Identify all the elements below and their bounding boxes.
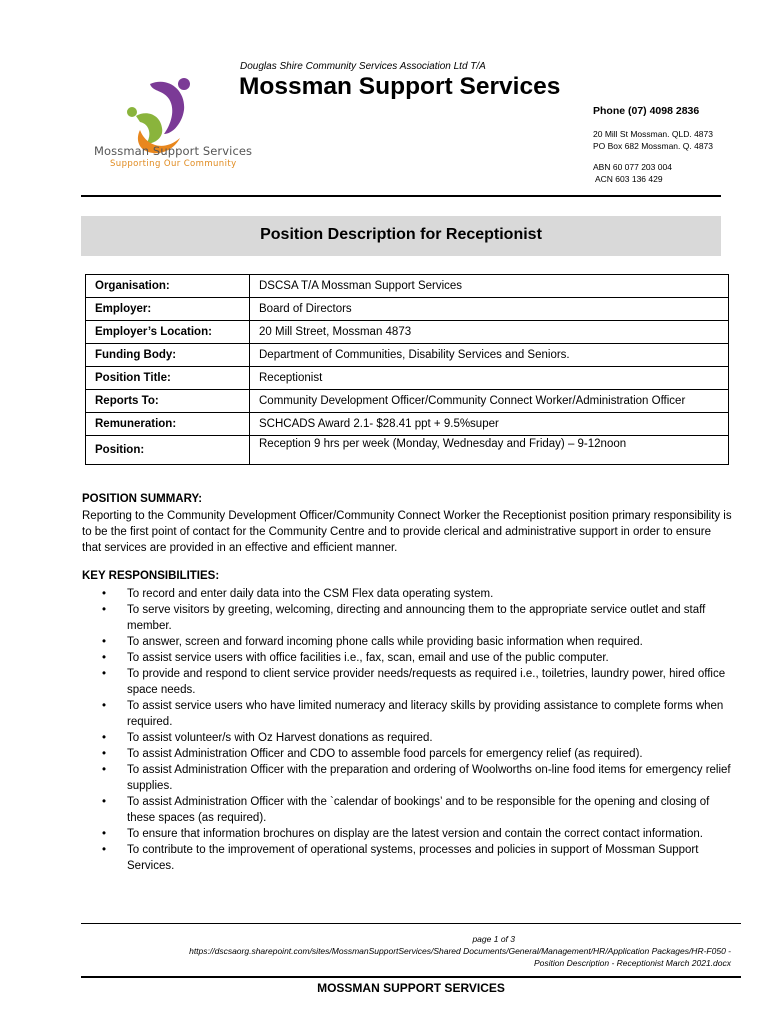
bullet-icon: • — [102, 604, 107, 616]
bullet-icon: • — [102, 588, 107, 600]
row-value: Community Development Officer/Community Connect Worker/Administration Officer — [250, 390, 729, 413]
org-legal-name: Douglas Shire Community Services Association Ltd T/A — [240, 61, 486, 72]
list-item — [102, 762, 732, 794]
footer-divider — [81, 976, 741, 978]
list-item-text: To record and enter daily data into the CSM Flex data operating system. — [127, 588, 494, 600]
table-row — [86, 436, 729, 465]
row-label: Remuneration: — [86, 413, 250, 436]
row-label: Position Title: — [86, 367, 250, 390]
row-label: Funding Body: — [86, 344, 250, 367]
figure-icon — [127, 78, 190, 153]
summary-text: Reporting to the Community Development Officer/Community Connect Worker the Receptionist position primary responsibility is to be the first point of contact for the Community Centre and to provide clerical and administrative support in order to ensure that services are provided in an effective and efficient manner. — [82, 510, 732, 554]
list-item-text: To assist Administration Officer with the preparation and ordering of Woolworths on-line food items for emergency relief supplies. — [127, 764, 731, 792]
header-divider — [81, 195, 721, 197]
list-item — [102, 698, 732, 730]
document-path-line: https://dscsaorg.sharepoint.com/sites/MossmanSupportServices/Shared Documents/General/Management/HR/Application Packages/HR-F050 - — [189, 946, 731, 956]
list-item-text: To serve visitors by greeting, welcoming, directing and announcing them to the appropriate service outlet and staff member. — [127, 604, 706, 632]
table-row — [86, 298, 729, 321]
list-item — [102, 794, 732, 826]
responsibilities-list — [102, 586, 732, 874]
list-item-text: To contribute to the improvement of operational systems, processes and policies in support of Mossman Support Services. — [127, 844, 699, 872]
table-row — [86, 275, 729, 298]
table-row — [86, 321, 729, 344]
row-value: Department of Communities, Disability Services and Seniors. — [250, 344, 729, 367]
document-title: Position Description for Receptionist — [260, 226, 542, 243]
list-item-text: To provide and respond to client service provider needs/requests as required i.e., toiletries, laundry power, hired office space needs. — [127, 668, 726, 696]
document-path-line: Position Description - Receptionist March 2021.docx — [533, 958, 731, 968]
row-label: Position: — [86, 436, 250, 465]
bullet-icon: • — [102, 748, 107, 760]
bullet-icon: • — [102, 764, 107, 776]
row-value: DSCSA T/A Mossman Support Services — [250, 275, 729, 298]
list-item — [102, 634, 732, 650]
table-row — [86, 390, 729, 413]
list-item-text: To ensure that information brochures on display are the latest version and contain the correct contact information. — [127, 828, 703, 840]
list-item-text: To assist volunteer/s with Oz Harvest donations as required. — [127, 732, 433, 744]
bullet-icon: • — [102, 700, 107, 712]
list-item — [102, 730, 732, 746]
summary-heading: POSITION SUMMARY: — [82, 493, 203, 505]
bullet-icon: • — [102, 796, 107, 808]
row-value: Receptionist — [250, 367, 729, 390]
table-row — [86, 344, 729, 367]
row-label: Organisation: — [86, 275, 250, 298]
list-item-text: To assist Administration Officer and CDO to assemble food parcels for emergency relief (as required). — [127, 748, 643, 760]
footer-divider — [81, 923, 741, 924]
list-item — [102, 842, 732, 874]
list-item-text: To assist service users with office facilities i.e., fax, scan, email and use of the public computer. — [127, 652, 609, 664]
row-label: Employer’s Location: — [86, 321, 250, 344]
list-item — [102, 586, 732, 602]
logo-name: Mossman Support Services — [94, 144, 253, 158]
row-label: Reports To: — [86, 390, 250, 413]
abn-number: ABN 60 077 203 004 — [593, 162, 672, 172]
org-title: Mossman Support Services — [239, 73, 561, 100]
list-item-text: To assist service users who have limited numeracy and literacy skills by providing assistance to complete forms when required. — [127, 700, 724, 728]
bullet-icon: • — [102, 828, 107, 840]
row-value: 20 Mill Street, Mossman 4873 — [250, 321, 729, 344]
page-number: page 1 of 3 — [472, 934, 515, 944]
acn-number: ACN 603 136 429 — [595, 174, 663, 184]
logo-tagline: Supporting Our Community — [110, 159, 237, 169]
responsibilities-heading: KEY RESPONSIBILITIES: — [82, 570, 220, 582]
list-item — [102, 746, 732, 762]
document-path — [81, 945, 731, 969]
row-value: Board of Directors — [250, 298, 729, 321]
bullet-icon: • — [102, 636, 107, 648]
list-item — [102, 666, 732, 698]
row-value: Reception 9 hrs per week (Monday, Wednesday and Friday) – 9-12noon — [250, 436, 729, 465]
phone-number: Phone (07) 4098 2836 — [593, 105, 700, 117]
street-address: 20 Mill St Mossman. QLD. 4873 — [593, 129, 713, 139]
list-item — [102, 826, 732, 842]
row-value: SCHCADS Award 2.1- $28.41 ppt + 9.5%super — [250, 413, 729, 436]
list-item-text: To answer, screen and forward incoming phone calls while providing basic information when required. — [127, 636, 643, 648]
list-item-text: To assist Administration Officer with the `calendar of bookings’ and to be responsible for the opening and closing of these spaces (as required). — [127, 796, 710, 824]
bullet-icon: • — [102, 844, 107, 856]
bullet-icon: • — [102, 668, 107, 680]
row-label: Employer: — [86, 298, 250, 321]
list-item — [102, 602, 732, 634]
footer-title: MOSSMAN SUPPORT SERVICES — [317, 981, 505, 995]
list-item — [102, 650, 732, 666]
position-details-table — [85, 274, 729, 465]
bullet-icon: • — [102, 732, 107, 744]
bullet-icon: • — [102, 652, 107, 664]
postal-address: PO Box 682 Mossman. Q. 4873 — [593, 141, 714, 151]
table-row — [86, 413, 729, 436]
table-row — [86, 367, 729, 390]
